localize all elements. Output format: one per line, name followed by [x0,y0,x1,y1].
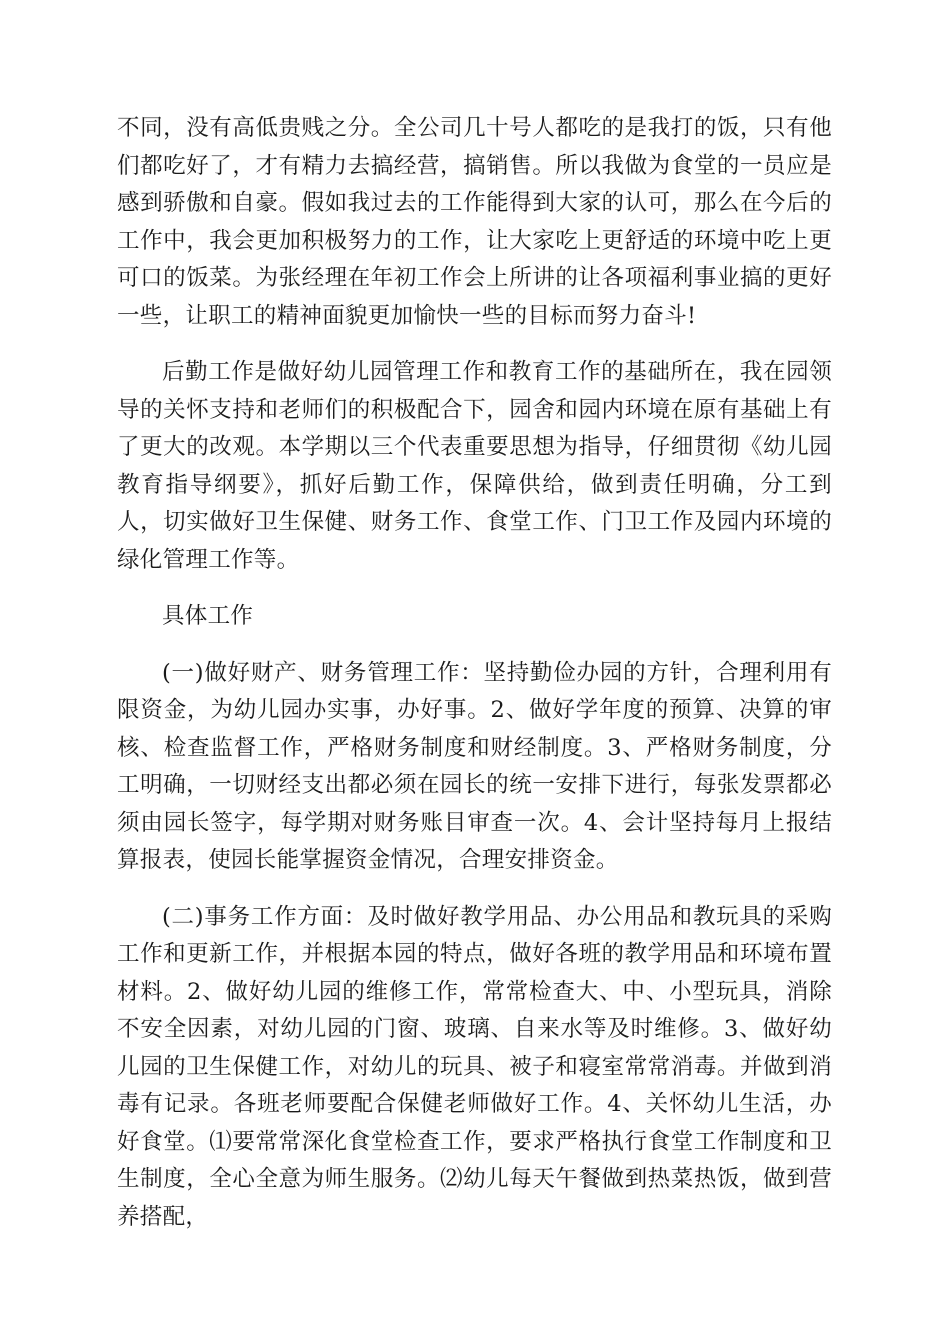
paragraph-2: 后勤工作是做好幼儿园管理工作和教育工作的基础所在，我在园领导的关怀支持和老师们的积极配合下，园舍和园内环境在原有基础上有了更大的改观。本学期以三个代表重要思想为指导，仔细贯彻《幼儿园教育指导纲要》，抓好后勤工作，保障供给，做到责任明确，分工到人，切实做好卫生保健、财务工作、食堂工作、门卫工作及园内环境的绿化管理工作等。 [117,359,832,573]
section-heading: 具体工作 [162,603,254,629]
paragraph-3: (一)做好财产、财务管理工作：坚持勤俭办园的方针，合理利用有限资金，为幼儿园办实事，办好事。2、做好学年度的预算、决算的审核、检查监督工作，严格财务制度和财经制度。3、严格财务制度，分工明确，一切财经支出都必须在园长的统一安排下进行，每张发票都必须由园长签字，每学期对财务账目审查一次。4、会计坚持每月上报结算报表，使园长能掌握资金情况，合理安排资金。 [117,659,832,873]
paragraph-1: 不同，没有高低贵贱之分。全公司几十号人都吃的是我打的饭，只有他们都吃好了，才有精力去搞经营，搞销售。所以我做为食堂的一员应是感到骄傲和自豪。假如我过去的工作能得到大家的认可，那么在今后的工作中，我会更加积极努力的工作，让大家吃上更舒适的环境中吃上更可口的饭菜。为张经理在年初工作会上所讲的让各项福利事业搞的更好一些，让职工的精神面貌更加愉快一些的目标而努力奋斗! [117,115,832,329]
paragraph-4: (二)事务工作方面：及时做好教学用品、办公用品和教玩具的采购工作和更新工作，并根据本园的特点，做好各班的教学用品和环境布置材料。2、做好幼儿园的维修工作，常常检查大、中、小型玩具，消除不安全因素，对幼儿园的门窗、玻璃、自来水等及时维修。3、做好幼儿园的卫生保健工作，对幼儿的玩具、被子和寝室常常消毒。并做到消毒有记录。各班老师要配合保健老师做好工作。4、关怀幼儿生活，办好食堂。⑴要常常深化食堂检查工作，要求严格执行食堂工作制度和卫生制度，全心全意为师生服务。⑵幼儿每天午餐做到热菜热饭，做到营养搭配， [117,903,832,1230]
document-body [117,110,832,1255]
